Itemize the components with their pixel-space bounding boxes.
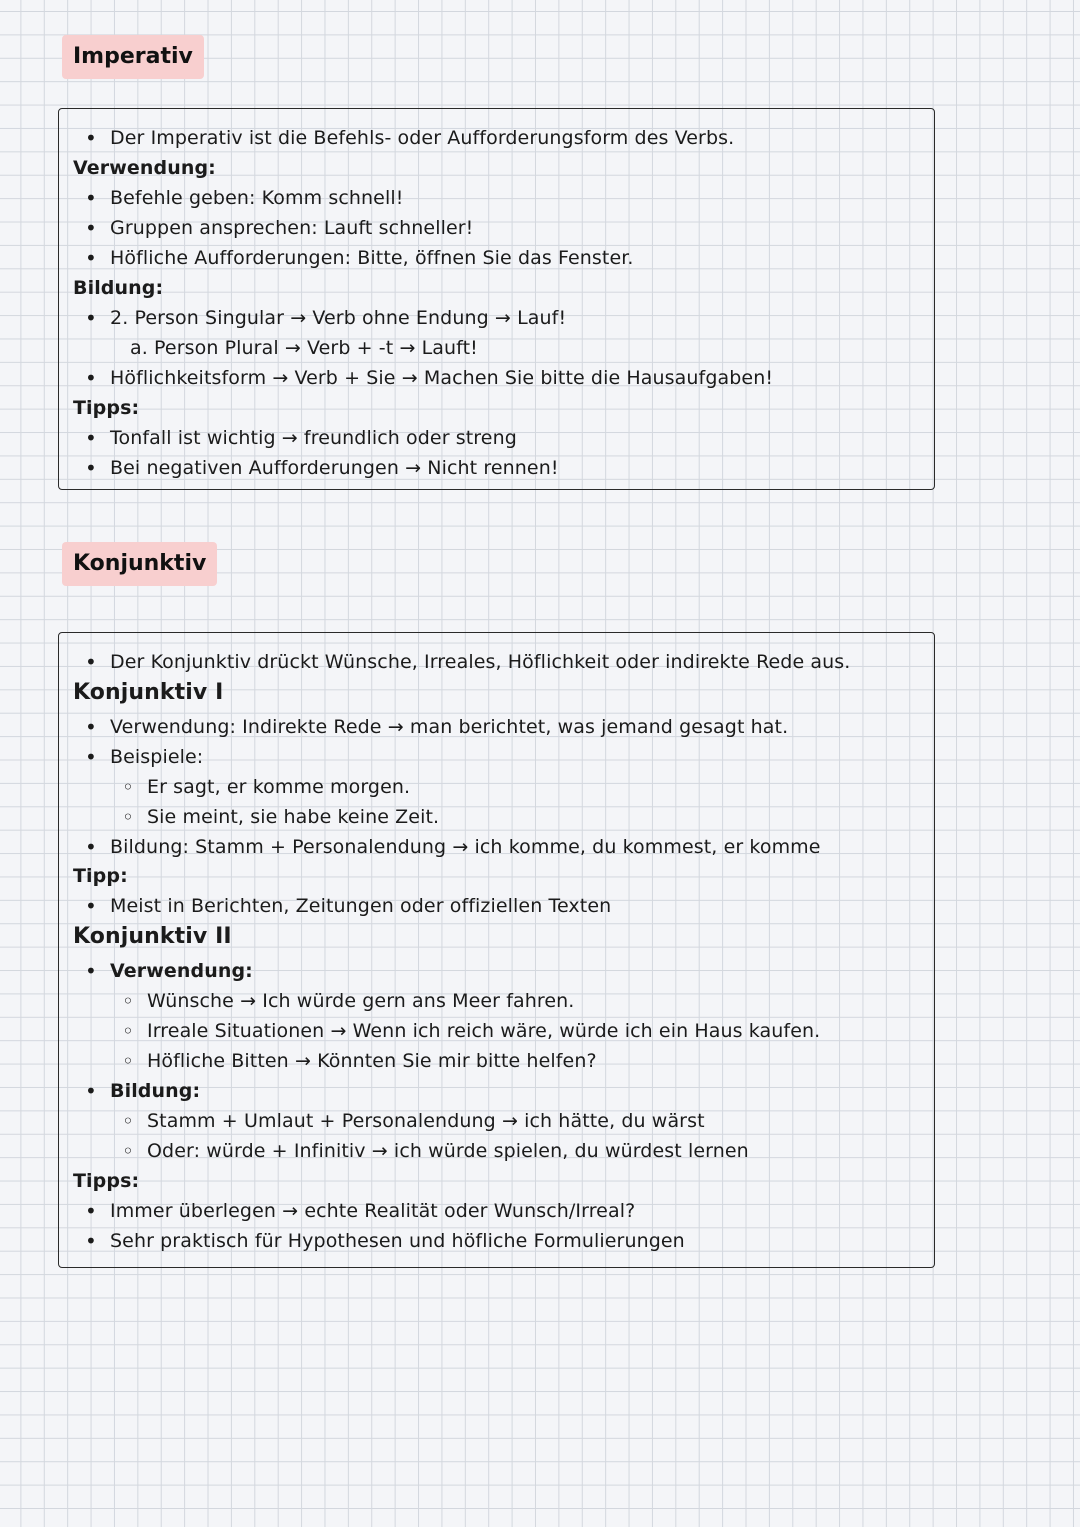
section-label: Tipps:: [73, 1170, 140, 1192]
sub-list-item: ◦ Stamm + Umlaut + Personalendung → ich hätte, du wärst: [59, 1106, 934, 1136]
list-item: • Bildung:: [59, 1076, 934, 1106]
list-item: • Beispiele:: [59, 742, 934, 772]
sub-list-item: ◦ Er sagt, er komme morgen.: [59, 772, 934, 802]
list-item: • Tonfall ist wichtig → freundlich oder streng: [59, 423, 934, 453]
subheading: Konjunktiv II: [73, 924, 232, 949]
section-label: Bildung:: [73, 277, 164, 299]
list-item: • Verwendung: Indirekte Rede → man berichtet, was jemand gesagt hat.: [59, 712, 934, 742]
list-item: • Der Imperativ ist die Befehls- oder Aufforderungsform des Verbs.: [59, 123, 934, 153]
list-item: • Höfliche Aufforderungen: Bitte, öffnen Sie das Fenster.: [59, 243, 934, 273]
konjunktiv-box: [58, 632, 935, 1268]
list-item: • Meist in Berichten, Zeitungen oder offiziellen Texten: [59, 891, 934, 921]
list-item: a. Person Plural → Verb + -t → Lauft!: [130, 337, 478, 359]
list-item: • 2. Person Singular → Verb ohne Endung → Lauf!: [59, 303, 934, 333]
section-label: Tipp:: [73, 865, 128, 887]
sub-list-item: ◦ Wünsche → Ich würde gern ans Meer fahren.: [59, 986, 934, 1016]
subheading: Konjunktiv I: [73, 680, 224, 705]
sub-list-item: ◦ Oder: würde + Infinitiv → ich würde spielen, du würdest lernen: [59, 1136, 934, 1166]
section-label: Tipps:: [73, 397, 140, 419]
list-item: • Gruppen ansprechen: Lauft schneller!: [59, 213, 934, 243]
list-item: • Sehr praktisch für Hypothesen und höfliche Formulierungen: [59, 1226, 934, 1256]
list-item: • Bildung: Stamm + Personalendung → ich komme, du kommest, er komme: [59, 832, 934, 862]
konjunktiv-heading: Konjunktiv: [62, 542, 217, 586]
list-item: • Befehle geben: Komm schnell!: [59, 183, 934, 213]
section-label: Verwendung:: [73, 157, 216, 179]
list-item: • Bei negativen Aufforderungen → Nicht rennen!: [59, 453, 934, 483]
list-item: • Höflichkeitsform → Verb + Sie → Machen Sie bitte die Hausaufgaben!: [59, 363, 934, 393]
list-item: • Der Konjunktiv drückt Wünsche, Irreales, Höflichkeit oder indirekte Rede aus.: [59, 647, 934, 677]
imperativ-box: [58, 108, 935, 490]
sub-list-item: ◦ Höfliche Bitten → Könnten Sie mir bitte helfen?: [59, 1046, 934, 1076]
list-item: • Immer überlegen → echte Realität oder Wunsch/Irreal?: [59, 1196, 934, 1226]
sub-list-item: ◦ Sie meint, sie habe keine Zeit.: [59, 802, 934, 832]
imperativ-heading: Imperativ: [62, 35, 204, 79]
sub-list-item: ◦ Irreale Situationen → Wenn ich reich wäre, würde ich ein Haus kaufen.: [59, 1016, 934, 1046]
list-item: • Verwendung:: [59, 956, 934, 986]
